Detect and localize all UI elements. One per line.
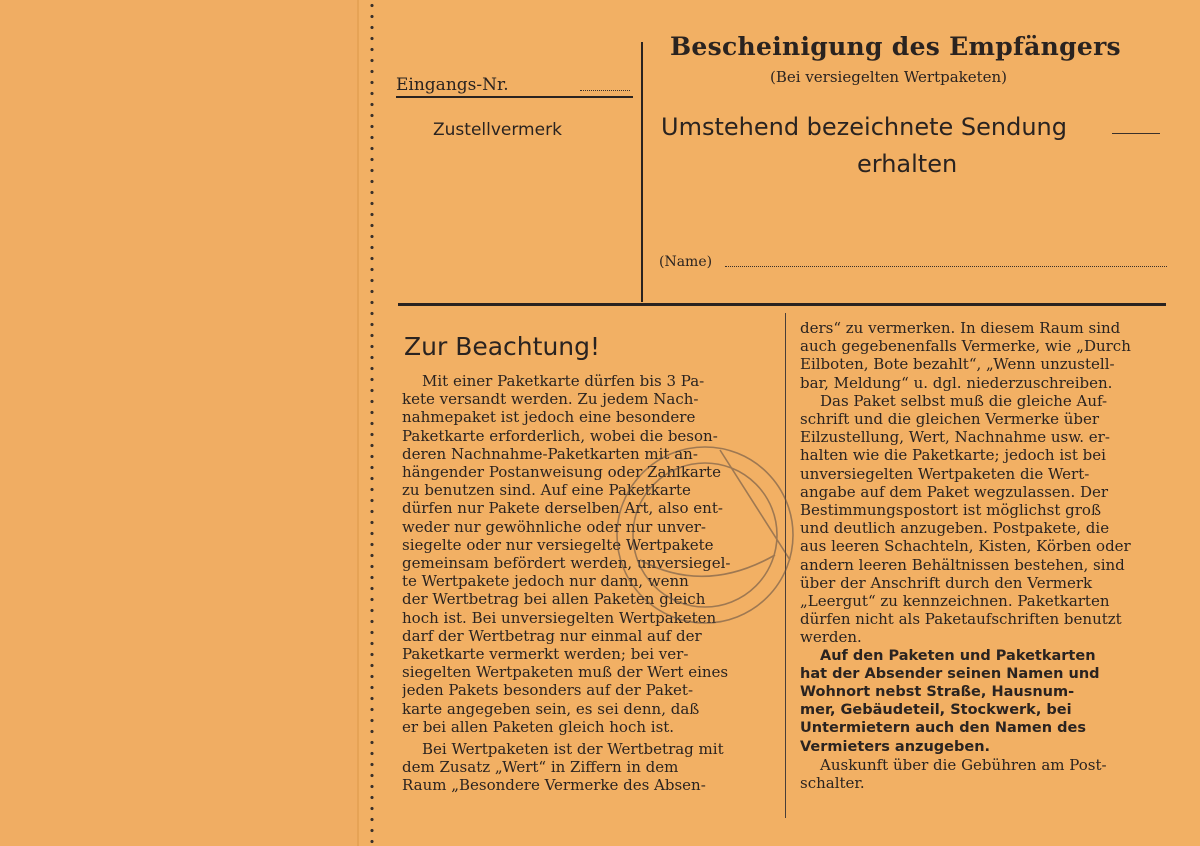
- notice-line: Bei Wertpaketen ist der Wertbetrag mit: [422, 740, 724, 759]
- notice-line: Vermieters anzugeben.: [800, 738, 991, 755]
- notice-line: mer, Gebäudeteil, Stockwerk, bei: [800, 702, 1072, 719]
- notice-line: „Leergut“ zu kennzeichnen. Paketkarten: [800, 592, 1110, 611]
- notice-line: andern leeren Behältnissen bestehen, sind: [800, 555, 1125, 574]
- notice-line: Wohnort nebst Straße, Hausnum-: [800, 684, 1075, 701]
- notice-line: Bestimmungspostort ist möglichst groß: [800, 501, 1101, 520]
- notice-line: Auskunft über die Gebühren am Post-: [820, 755, 1107, 774]
- zustell-label: Zustellvermerk: [433, 120, 562, 140]
- box-divider: [641, 42, 643, 302]
- notice-line: Das Paket selbst muß die gleiche Auf-: [820, 391, 1108, 410]
- notice-line: dürfen nur Pakete derselben Art, also ent-: [402, 499, 723, 518]
- notice-line: karte angegeben sein, es sei denn, daß: [402, 699, 700, 718]
- notice-line: werden.: [800, 628, 862, 647]
- notice-line: deren Nachnahme-Paketkarten mit an-: [402, 444, 698, 463]
- notice-line: ders“ zu vermerken. In diesem Raum sind: [800, 319, 1121, 337]
- notice-line: Mit einer Paketkarte dürfen bis 3 Pa-: [422, 372, 705, 390]
- notice-line: jeden Pakets besonders auf der Paket-: [402, 681, 694, 700]
- notice-line: te Wertpakete jedoch nur dann, wenn: [402, 572, 689, 591]
- notice-line: er bei allen Paketen gleich hoch ist.: [402, 717, 675, 736]
- notice-line: halten wie die Paketkarte; jedoch ist bei: [800, 446, 1106, 465]
- sendung-dash: [1112, 133, 1160, 134]
- eingang-label: Eingangs-Nr.: [396, 75, 509, 95]
- certificate-title: Bescheinigung des Empfängers: [670, 32, 1121, 61]
- notice-line: gemeinsam befördert werden, unversiegel-: [402, 554, 731, 573]
- notice-line: über der Anschrift durch den Vermerk: [800, 573, 1093, 592]
- eingang-field-line: [580, 90, 630, 91]
- notice-line: siegelten Wertpaketen muß der Wert eines: [402, 663, 729, 682]
- eingang-rule: [396, 96, 633, 98]
- notice-line: Eilboten, Bote bezahlt“, „Wenn unzustell-: [800, 355, 1115, 374]
- section-rule: [398, 303, 1166, 306]
- notice-line: Eilzustellung, Wert, Nachnahme usw. er-: [800, 428, 1110, 447]
- notice-line: siegelte oder nur versiegelte Wertpakete: [402, 535, 714, 554]
- sendung-text: Umstehend bezeichnete Sendung: [661, 113, 1067, 141]
- notice-line: Auf den Paketen und Paketkarten: [820, 647, 1096, 664]
- notice-line: hoch ist. Bei unversiegelten Wertpaketen: [402, 608, 717, 627]
- notice-line: darf der Wertbetrag nur einmal auf der: [402, 626, 702, 645]
- notice-line: Untermietern auch den Namen des: [800, 720, 1086, 737]
- notice-line: weder nur gewöhnliche oder nur unver-: [402, 517, 706, 536]
- notice-line: aus leeren Schachteln, Kisten, Körben oder: [800, 537, 1131, 556]
- erhalten-text: erhalten: [857, 150, 958, 178]
- notice-line: kete versandt werden. Zu jedem Nach-: [402, 390, 699, 409]
- notice-line: bar, Meldung“ u. dgl. niederzuschreiben.: [800, 373, 1113, 392]
- notice-line: hat der Absender seinen Namen und: [800, 665, 1100, 682]
- notice-line: und deutlich anzugeben. Postpakete, die: [800, 519, 1110, 538]
- notice-line: zu benutzen sind. Auf eine Paketkarte: [402, 481, 691, 500]
- notice-line: dürfen nicht als Paketaufschriften benutzt: [800, 610, 1122, 629]
- notice-line: Paketkarte erforderlich, wobei die beson-: [402, 426, 718, 445]
- notice-line: schalter.: [800, 774, 865, 793]
- notice-line: unversiegelten Wertpaketen die Wert-: [800, 464, 1090, 483]
- certificate-subtitle: (Bei versiegelten Wertpaketen): [770, 68, 1008, 86]
- notice-line: Paketkarte vermerkt werden; bei ver-: [402, 645, 689, 664]
- notice-line: der Wertbetrag bei allen Paketen gleich: [402, 590, 706, 609]
- name-signature-line: [725, 266, 1167, 267]
- notice-right-column: [800, 319, 1174, 792]
- notice-line: auch gegebenenfalls Vermerke, wie „Durch: [800, 337, 1131, 356]
- notice-line: Raum „Besondere Vermerke des Absen-: [402, 776, 706, 795]
- notice-line: schrift und die gleichen Vermerke über: [800, 410, 1100, 429]
- notice-line: angabe auf dem Paket wegzulassen. Der: [800, 482, 1109, 501]
- notice-heading: Zur Beachtung!: [404, 332, 601, 361]
- postmark-stamp: [600, 420, 810, 650]
- notice-line: hängender Postanweisung oder Zahlkarte: [402, 463, 721, 482]
- notice-line: nahmepaket ist jedoch eine besondere: [402, 408, 696, 427]
- name-label: (Name): [659, 254, 713, 270]
- notice-line: dem Zusatz „Wert“ in Ziffern in dem: [402, 758, 679, 777]
